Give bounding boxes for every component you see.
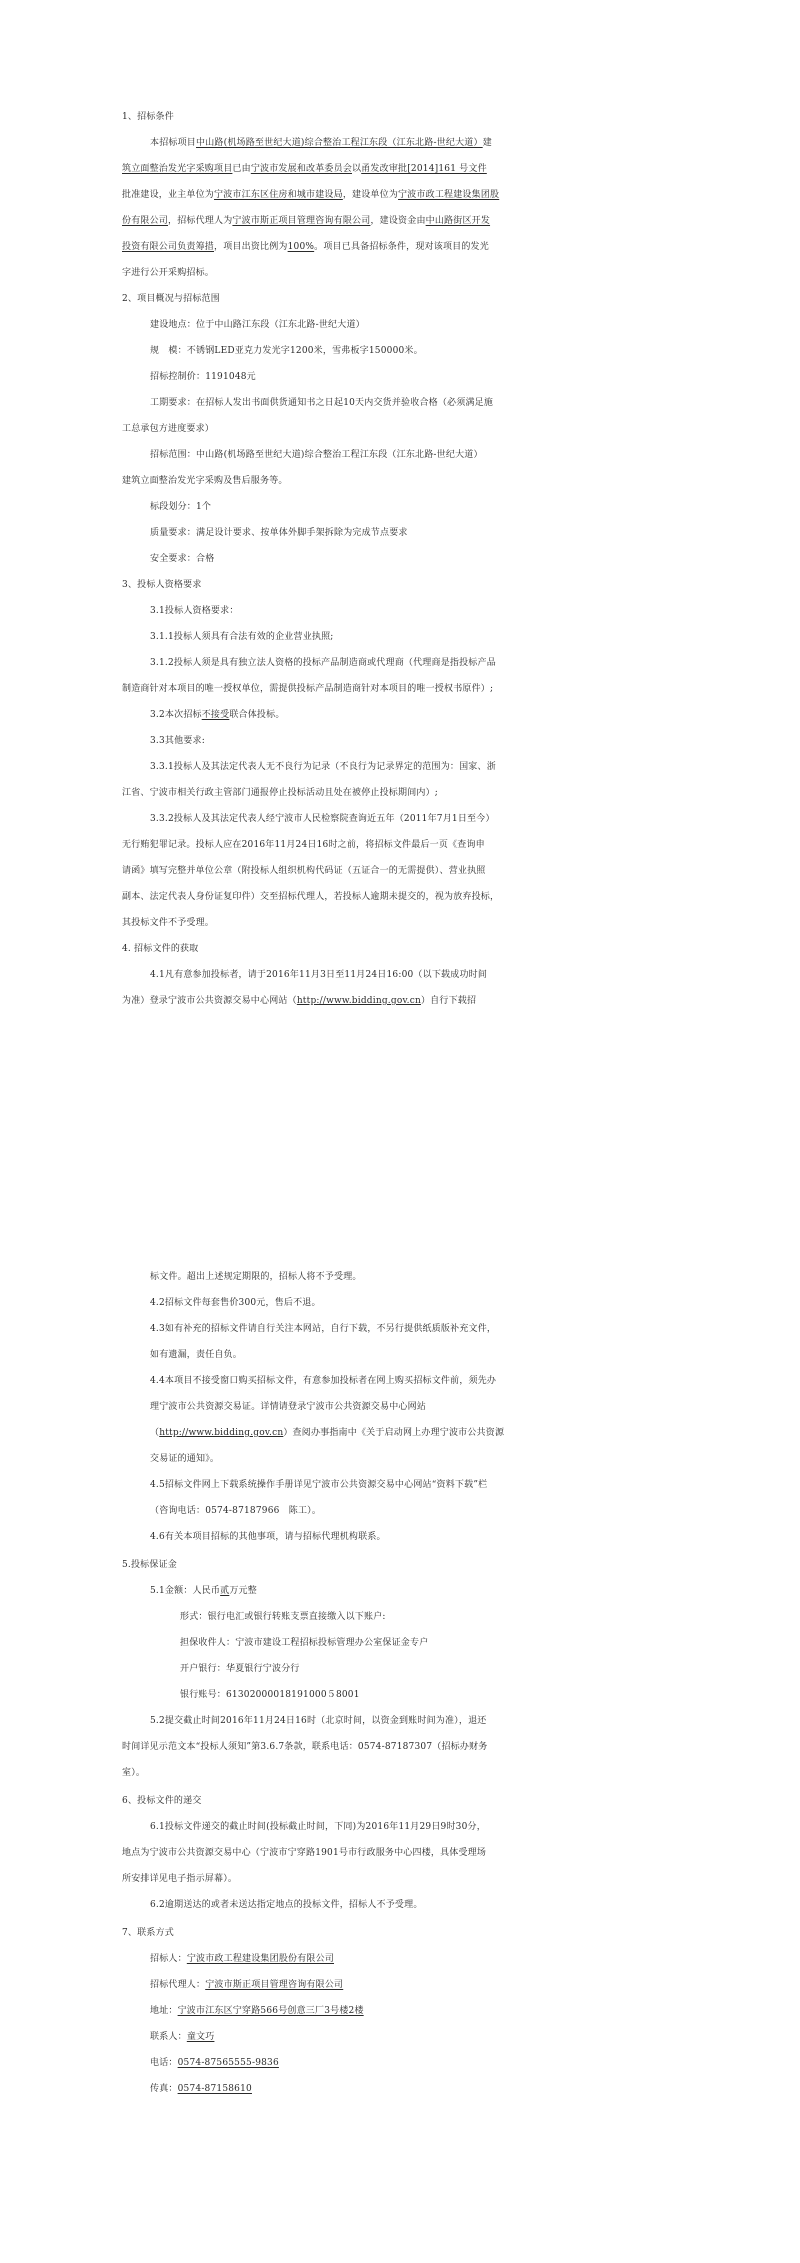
bidding-site-link[interactable]: http://www.bidding.gov.cn <box>159 1428 284 1438</box>
tender-agent: 宁波市斯正项目管理咨询有限公司 <box>232 216 371 226</box>
manual-notice: （咨询电话：0574-87187966 陈工）。 <box>150 1506 322 1516</box>
schedule-requirement: 工总承包方进度要求） <box>122 424 215 434</box>
deposit-payee: 担保收件人：宁波市建设工程招标投标管理办公室保证金专户 <box>180 1638 429 1648</box>
address-value: 宁波市江东区宁穿路566号创意三厂3号楼2楼 <box>177 2006 364 2016</box>
submission-deadline: 6.1投标文件递交的截止时间(投标截止时间，下同)为2016年11月29日9时30分， <box>150 1822 486 1832</box>
project-name: 筑立面整治发光字采购项目 <box>122 164 233 174</box>
purchase-notice: 理宁波市公共资源交易证。详情请登录宁波市公共资源交易中心网站 <box>150 1402 427 1412</box>
label: 地址： <box>150 2006 178 2016</box>
manual-notice: 4.5招标文件网上下载系统操作手册详见宁波市公共资源交易中心网站“资料下载”栏 <box>150 1480 488 1490</box>
section-7-heading: 7、联系方式 <box>122 1928 174 1938</box>
construction-unit: 份有限公司 <box>122 216 169 226</box>
contact-address <box>0 2002 800 2021</box>
text: 5.1金额：人民币 <box>150 1586 221 1596</box>
label: 联系人： <box>150 2032 187 2042</box>
section-1-paragraph-line <box>0 212 800 231</box>
label: 招标代理人： <box>150 1980 206 1990</box>
subsection-heading: 3.3其他要求: <box>150 736 205 746</box>
section-1-paragraph-line <box>0 160 800 179</box>
text: ，建设单位为 <box>342 190 399 200</box>
requirement-line: 江省、宁波市相关行政主管部门通报停止投标活动且处在被停止投标期间内）; <box>122 788 439 798</box>
download-instruction: 标文件。超出上述规定期限的，招标人将不予受理。 <box>150 1272 362 1282</box>
text: ，建设资金由 <box>370 216 426 226</box>
section-1-paragraph-line: 字进行公开采购招标。 <box>122 268 215 278</box>
deposit-bank: 开户银行：华夏银行宁波分行 <box>180 1664 300 1674</box>
text: ）自行下载招 <box>420 996 477 1006</box>
download-period: 4.1凡有意参加投标者，请于2016年11月3日至11月24日16:00（以下载成功时间 <box>150 970 488 980</box>
deposit-form: 形式：银行电汇或银行转账支票直接缴入以下账户: <box>180 1612 386 1622</box>
text: ）查阅办事指南中《关于启动网上办理宁波市公共资源 <box>283 1428 505 1438</box>
deposit-value: 贰 <box>220 1586 230 1596</box>
text: 批准建设，业主单位为 <box>122 190 215 200</box>
section-1-paragraph-line <box>0 238 800 257</box>
requirement-line: 3.1.2投标人须是具有独立法人资格的投标产品制造商或代理商（代理商是指投标产品 <box>150 658 496 668</box>
owner-unit: 宁波市江东区住房和城市建设局 <box>214 190 343 200</box>
tenderer-name: 宁波市政工程建设集团股份有限公司 <box>186 1954 335 1964</box>
text: 以 <box>352 164 362 174</box>
funding-ratio: 100% <box>287 242 315 252</box>
consortium-rule <box>0 706 800 725</box>
section-5-heading: 5.投标保证金 <box>122 1560 177 1570</box>
tender-scope: 建筑立面整治发光字采购及售后服务等。 <box>122 476 288 486</box>
contact-agent <box>0 1976 800 1995</box>
section-6-heading: 6、投标文件的递交 <box>122 1796 202 1806</box>
requirement-line: 其投标文件不予受理。 <box>122 918 215 928</box>
contact-tenderer <box>0 1950 800 1969</box>
phone-number: 0574-87565555-9836 <box>177 2058 279 2068</box>
section-1-paragraph-line <box>0 134 800 153</box>
approval-authority: 宁波市发展和改革委员会 <box>250 164 353 174</box>
deposit-deadline: 时间详见示范文本“投标人须知”第3.6.7条款，联系电话：0574-87187307（招标办财务 <box>122 1742 488 1752</box>
project-scale: 规 模：不锈钢LED亚克力发光字1200米，雪弗板字150000米。 <box>150 346 423 356</box>
funding-source: 中山路街区开发 <box>425 216 491 226</box>
purchase-notice: 4.4本项目不接受窗口购买招标文件，有意参加投标者在网上购买招标文件前，须先办 <box>150 1376 497 1386</box>
contact-phone <box>0 2054 800 2073</box>
text: 。项目已具备招标条件，现对该项目的发光 <box>314 242 489 252</box>
fax-number: 0574-87158610 <box>177 2084 252 2094</box>
deposit-deadline: 室）。 <box>122 1768 146 1778</box>
supplement-notice: 如有遗漏，责任自负。 <box>150 1350 243 1360</box>
subsection-heading: 3.1投标人资格要求： <box>150 606 239 616</box>
funding-source: 投资有限公司负责筹措 <box>122 242 215 252</box>
contact-fax <box>0 2080 800 2099</box>
label: 电话： <box>150 2058 178 2068</box>
section-4-heading: 4. 招标文件的获取 <box>122 944 199 954</box>
purchase-notice: 交易证的通知》。 <box>150 1454 220 1464</box>
requirement-line: 副本、法定代表人身份证复印件）交至招标代理人，若投标人逾期未提交的，视为放弃投标， <box>122 892 500 902</box>
deposit-amount <box>0 1582 800 1601</box>
contact-person <box>0 2028 800 2047</box>
late-submission-rule: 6.2逾期送达的或者未送达指定地点的投标文件，招标人不予受理。 <box>150 1900 423 1910</box>
purchase-notice <box>0 1424 800 1443</box>
text: 为准）登录宁波市公共资源交易中心网站（ <box>122 996 297 1006</box>
text: 3.2本次招标 <box>150 710 202 720</box>
construction-unit: 宁波市政工程建设集团股 <box>398 190 500 200</box>
requirement-line: 3.3.1投标人及其法定代表人无不良行为记录（不良行为记录界定的范围为：国家、浙 <box>150 762 496 772</box>
text: （ <box>150 1428 160 1438</box>
quality-requirement: 质量要求：满足设计要求、按单体外脚手架拆除为完成节点要求 <box>150 528 408 538</box>
section-2-heading: 2、项目概况与招标范围 <box>122 294 220 304</box>
section-1-paragraph-line <box>0 186 800 205</box>
requirement-line: 制造商针对本项目的唯一授权单位，需提供投标产品制造商针对本项目的唯一授权书原件）; <box>122 684 494 694</box>
schedule-requirement: 工期要求：在招标人发出书面供货通知书之日起10天内交货并验收合格（必须满足施 <box>150 398 494 408</box>
text: 已由 <box>232 164 251 174</box>
tender-scope: 招标范围：中山路(机场路至世纪大道)综合整治工程江东段（江东北路-世纪大道） <box>150 450 483 460</box>
construction-location: 建设地点：位于中山路江东段（江东北路-世纪大道） <box>150 320 365 330</box>
approval-document: 甬发改审批[2014]161 号文件 <box>361 164 487 174</box>
requirement-line: 3.3.2投标人及其法定代表人经宁波市人民检察院查询近五年（2011年7月1日至今） <box>150 814 495 824</box>
text: 建 <box>482 138 492 148</box>
requirement-line: 3.1.1投标人须具有合法有效的企业营业执照; <box>150 632 334 642</box>
text: 本招标项目 <box>150 138 197 148</box>
submission-deadline: 所安排详见电子指示屏幕）。 <box>122 1874 238 1884</box>
other-matters: 4.6有关本项目招标的其他事项，请与招标代理机构联系。 <box>150 1532 386 1542</box>
contact-name: 童文巧 <box>186 2032 215 2042</box>
bidding-site-link[interactable]: http://www.bidding.gov.cn <box>296 996 421 1006</box>
label: 招标人： <box>150 1954 187 1964</box>
section-1-heading: 1、招标条件 <box>122 112 174 122</box>
project-name: 中山路(机场路至世纪大道)综合整治工程江东段（江东北路-世纪大道） <box>196 138 483 148</box>
download-instruction <box>0 992 800 1011</box>
deposit-deadline: 5.2提交截止时间2016年11月24日16时（北京时间，以资金到账时间为准），退还 <box>150 1716 487 1726</box>
submission-deadline: 地点为宁波市公共资源交易中心（宁波市宁穿路1901号市行政服务中心四楼，具体受理场 <box>122 1848 487 1858</box>
control-price: 招标控制价：1191048元 <box>150 372 256 382</box>
requirement-line: 无行贿犯罪记录。投标人应在2016年11月24日16时之前，将招标文件最后一页《查询申 <box>122 840 485 850</box>
section-3-heading: 3、投标人资格要求 <box>122 580 202 590</box>
label: 传真： <box>150 2084 178 2094</box>
deposit-account: 银行账号：61302000018191000５8001 <box>180 1690 360 1700</box>
document-price: 4.2招标文件每套售价300元，售后不退。 <box>150 1298 321 1308</box>
text: ，招标代理人为 <box>168 216 233 226</box>
text: 联合体投标。 <box>229 710 285 720</box>
text: ，项目出资比例为 <box>214 242 288 252</box>
requirement-line: 请函》填写完整并单位公章（附投标人组织机构代码证（五证合一的无需提供）、营业执照 <box>122 866 486 876</box>
consortium-flag: 不接受 <box>201 710 230 720</box>
agent-name: 宁波市斯正项目管理咨询有限公司 <box>205 1980 344 1990</box>
supplement-notice: 4.3如有补充的招标文件请自行关注本网站，自行下载，不另行提供纸质版补充文件， <box>150 1324 497 1334</box>
safety-requirement: 安全要求：合格 <box>150 554 215 564</box>
lot-division: 标段划分：1个 <box>150 502 212 512</box>
text: 万元整 <box>229 1586 257 1596</box>
